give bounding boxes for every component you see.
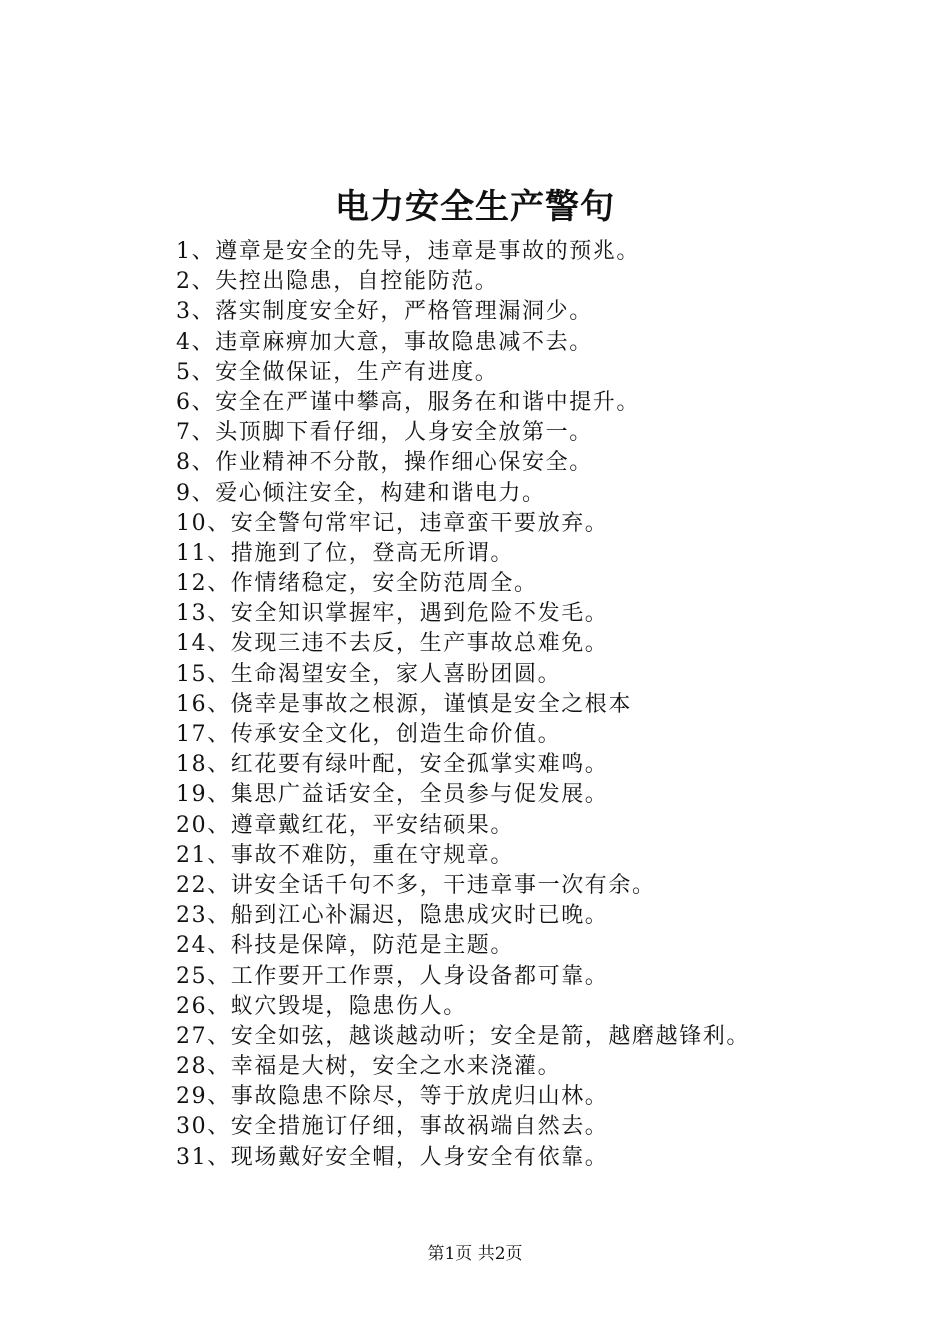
list-item: 17、传承安全文化，创造生命价值。 <box>176 722 562 747</box>
list-item: 16、侥幸是事故之根源，谨慎是安全之根本 <box>176 691 632 717</box>
list-item: 21、事故不难防，重在守规章。 <box>176 842 514 868</box>
list-item: 12、作情绪稳定，安全防范周全。 <box>176 571 538 597</box>
list-item: 23、船到江心补漏迟，隐患成灾时已晚。 <box>176 903 609 929</box>
list-item: 20、遵章戴红花，平安结硕果。 <box>176 812 514 838</box>
list-item: 28、幸福是大树，安全之水来浇灌。 <box>176 1054 562 1080</box>
list-item: 8、作业精神不分散，操作细心保安全。 <box>176 450 593 476</box>
list-item: 9、爱心倾注安全，构建和谐电力。 <box>176 480 546 506</box>
list-item: 26、蚁穴毁堤，隐患伤人。 <box>176 993 467 1019</box>
list-item: 13、安全知识掌握牢，遇到危险不发毛。 <box>176 601 609 627</box>
list-item: 18、红花要有绿叶配，安全孤掌实难鸣。 <box>176 752 609 778</box>
list-item: 1、遵章是安全的先导，违章是事故的预兆。 <box>176 239 640 264</box>
list-item: 6、安全在严谨中攀高，服务在和谐中提升。 <box>176 389 640 415</box>
list-item: 30、安全措施订仔细，事故祸端自然去。 <box>176 1114 609 1140</box>
list-item: 31、现场戴好安全帽，人身安全有依靠。 <box>176 1144 609 1170</box>
slogan-list <box>176 237 750 1173</box>
list-item: 24、科技是保障，防范是主题。 <box>176 933 514 959</box>
list-item: 7、头顶脚下看仔细，人身安全放第一。 <box>176 420 593 446</box>
list-item: 14、发现三违不去反，生产事故总难免。 <box>176 631 609 657</box>
list-item: 11、措施到了位，登高无所谓。 <box>176 540 514 566</box>
list-item: 25、工作要开工作票，人身设备都可靠。 <box>176 963 609 989</box>
list-item: 4、违章麻痹加大意，事故隐患减不去。 <box>176 329 593 355</box>
list-item: 15、生命渴望安全，家人喜盼团圆。 <box>176 661 562 687</box>
list-item: 19、集思广益话安全，全员参与促发展。 <box>176 782 609 808</box>
list-item: 22、讲安全话千句不多，干违章事一次有余。 <box>176 872 656 898</box>
list-item: 5、安全做保证，生产有进度。 <box>176 359 499 385</box>
list-item: 27、安全如弦，越谈越动听；安全是箭，越磨越锋利。 <box>176 1023 750 1049</box>
list-item: 2、失控出隐患，自控能防范。 <box>176 269 499 295</box>
list-item: 29、事故隐患不除尽，等于放虎归山林。 <box>176 1084 609 1110</box>
list-item: 10、安全警句常牢记，违章蛮干要放弃。 <box>176 510 609 536</box>
page-footer: 第1页 共2页 <box>427 1244 523 1264</box>
list-item: 3、落实制度安全好，严格管理漏洞少。 <box>176 299 593 325</box>
document-title: 电力安全生产警句 <box>335 187 615 227</box>
